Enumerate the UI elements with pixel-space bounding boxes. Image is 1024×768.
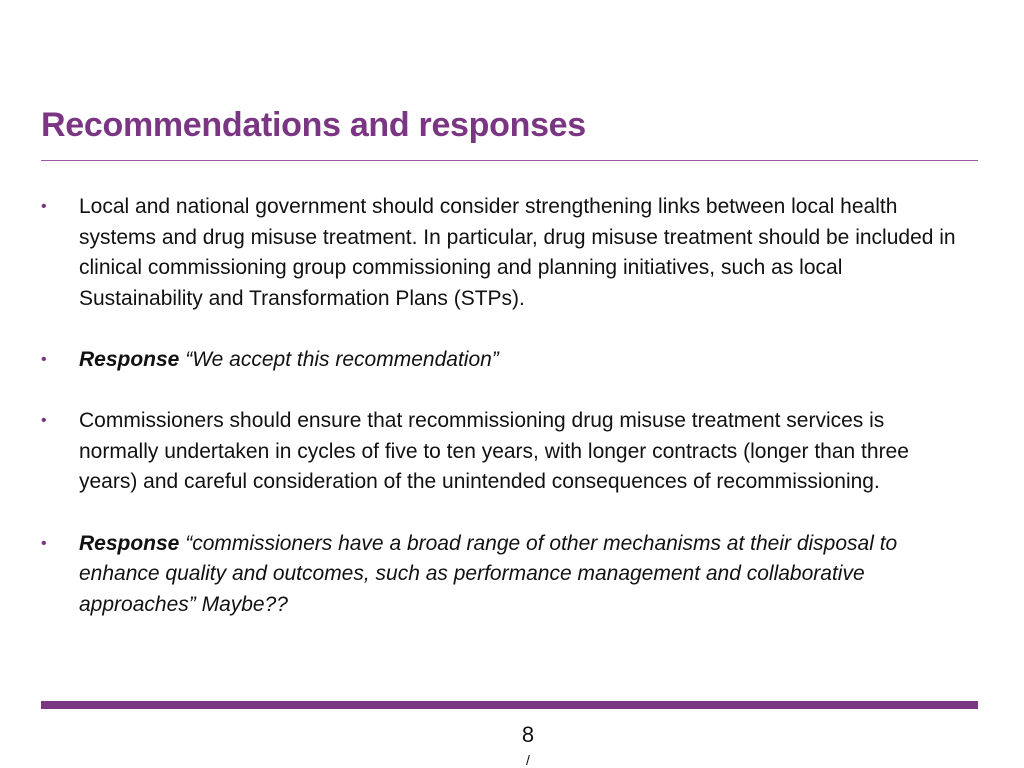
recommendation-text: Commissioners should ensure that recommissioning drug misuse treatment services is normally undertaken in cycles of five to ten years, with longer contracts (longer than three years) and careful consideration of the unintended consequences of recommissioning.	[79, 409, 909, 494]
footer-bar	[41, 701, 978, 709]
bullet-dot-icon: •	[41, 350, 47, 368]
page-number-suffix: /	[526, 752, 530, 768]
bullet-recommendation-1	[41, 192, 961, 314]
response-text: “We accept this recommendation”	[185, 347, 499, 371]
recommendation-text: Local and national government should consider strengthening links between local health systems and drug misuse treatment. In particular, drug misuse treatment should be included in clinical commissioning group commissioning and planning initiatives, such as local Sustainability and Transformation Plans (STPs).	[79, 195, 956, 310]
bullet-recommendation-2	[41, 406, 961, 498]
title-underline	[41, 160, 978, 161]
bullet-dot-icon: •	[41, 198, 47, 215]
page-number: 8	[521, 722, 535, 747]
response-text: “commissioners have a broad range of other mechanisms at their disposal to enhance quality and outcomes, such as performance management and collaborative approaches” Maybe??	[79, 531, 898, 616]
response-label: Response	[79, 531, 180, 555]
bullet-dot-icon: •	[41, 412, 47, 430]
response-label: Response	[79, 347, 180, 371]
bullet-response-1	[41, 345, 961, 376]
bullet-response-2	[41, 529, 961, 621]
slide-title: Recommendations and responses	[41, 106, 586, 144]
bullet-dot-icon: •	[41, 534, 47, 552]
bullet-list	[41, 192, 961, 620]
